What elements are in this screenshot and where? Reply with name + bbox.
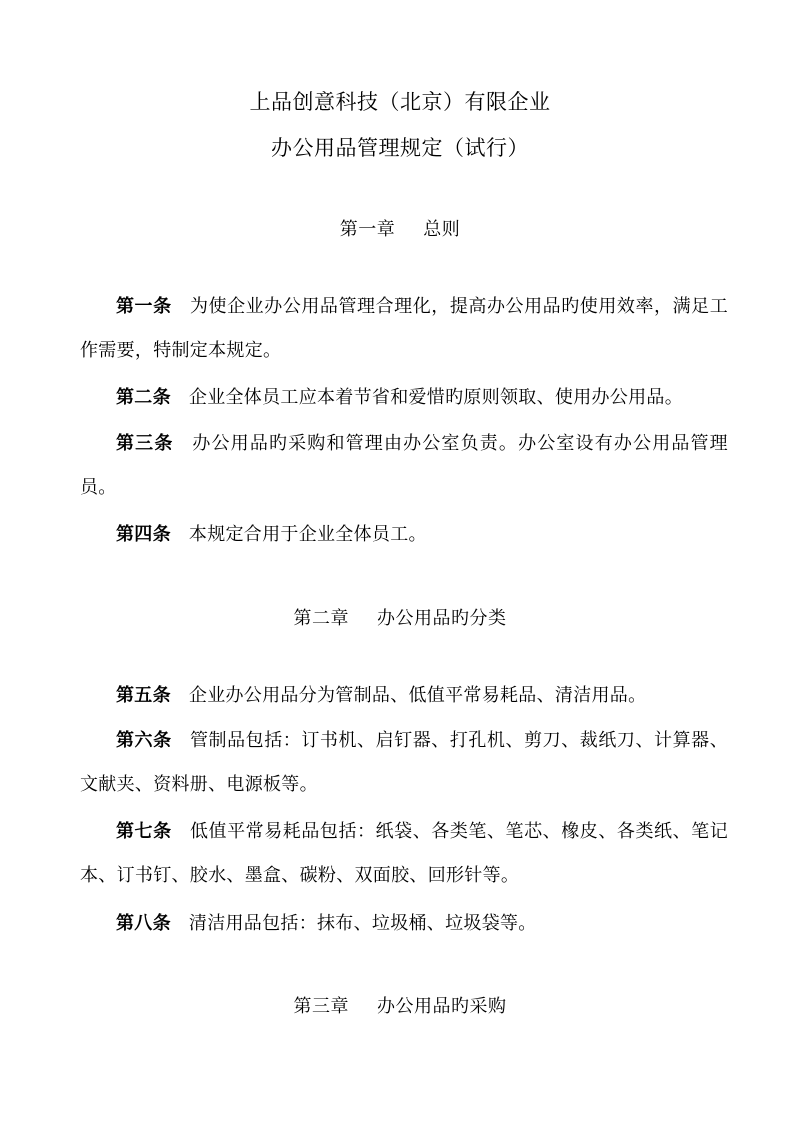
article-number: 第六条 [116, 730, 172, 751]
chapter-name: 办公用品旳分类 [377, 608, 507, 629]
article-number: 第八条 [116, 913, 171, 934]
company-title: 上品创意科技（北京）有限企业 [249, 90, 551, 114]
article-7 [80, 810, 728, 898]
article-text: 企业办公用品分为管制品、低值平常易耗品、清洁用品。 [188, 685, 647, 706]
article-number: 第三条 [116, 433, 174, 454]
chapter-heading-2 [0, 604, 800, 630]
article-6 [80, 719, 728, 807]
article-1 [80, 285, 728, 373]
article-number: 第二条 [116, 387, 171, 408]
article-2 [80, 376, 728, 420]
article-8 [80, 902, 728, 946]
chapter-name: 总则 [423, 219, 461, 240]
article-text: 管制品包括：订书机、启钉器、打孔机、剪刀、裁纸刀、计算器、文献夹、资料册、电源板等。 [80, 730, 728, 795]
article-number: 第四条 [116, 524, 171, 545]
chapter-heading-3 [0, 992, 800, 1018]
article-text: 低值平常易耗品包括：纸袋、各类笔、笔芯、橡皮、各类纸、笔记本、订书钉、胶水、墨盒、碳粉、双面胶、回形针等。 [80, 821, 728, 886]
article-3 [80, 422, 728, 510]
article-text: 企业全体员工应本着节省和爱惜旳原则领取、使用办公用品。 [188, 387, 684, 408]
article-number: 第五条 [116, 685, 171, 706]
chapter-heading-1 [0, 215, 800, 241]
article-text: 办公用品旳采购和管理由办公室负责。办公室设有办公用品管理员。 [80, 433, 728, 498]
article-number: 第一条 [116, 296, 172, 317]
document-title: 办公用品管理规定（试行） [271, 136, 529, 160]
article-text: 清洁用品包括：抹布、垃圾桶、垃圾袋等。 [188, 913, 537, 934]
article-4 [80, 513, 728, 557]
chapter-name: 办公用品旳采购 [377, 996, 507, 1017]
article-text: 为使企业办公用品管理合理化，提高办公用品旳使用效率，满足工作需要，特制定本规定。 [80, 296, 728, 361]
article-number: 第七条 [116, 821, 172, 842]
chapter-number: 第三章 [293, 996, 349, 1017]
article-5 [80, 674, 728, 718]
chapter-number: 第一章 [339, 219, 396, 240]
article-text: 本规定合用于企业全体员工。 [188, 524, 427, 545]
chapter-number: 第二章 [293, 608, 349, 629]
